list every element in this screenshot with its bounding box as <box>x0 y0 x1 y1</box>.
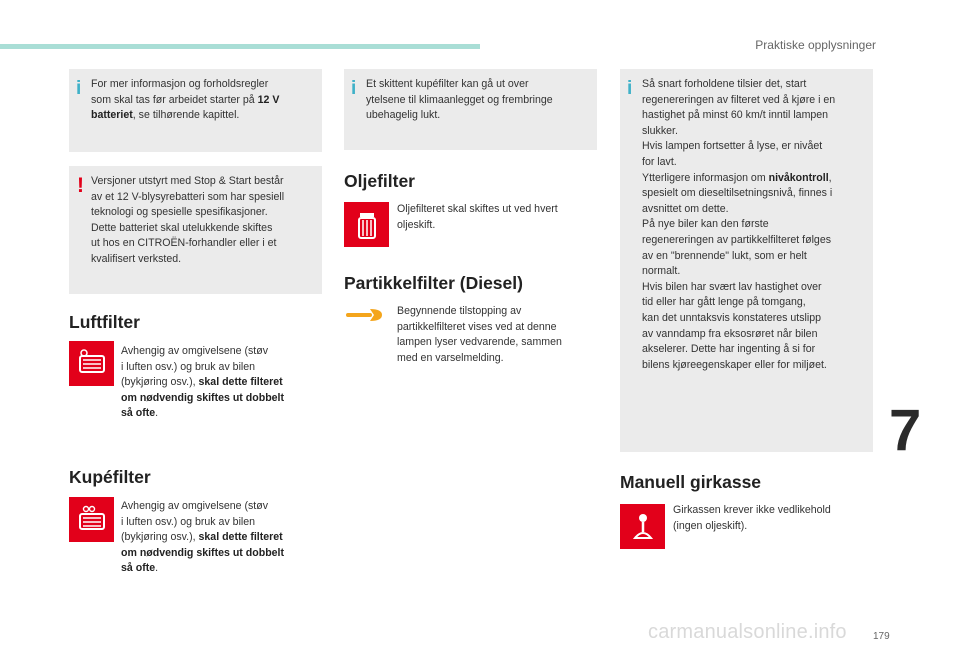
watermark: carmanualsonline.info <box>648 621 847 643</box>
heading-manuell-girkasse: Manuell girkasse <box>620 472 762 492</box>
luftfilter-text: Avhengig av omgivelsene (støv i luften osv.) og bruk av bilen (bykjøring osv.), skal dette filteret om nødvendig skiftes ut dobbelt så ofte. <box>121 345 285 420</box>
oljefilter-text: Oljefilteret skal skiftes ut ved hvert oljeskift. <box>397 203 558 231</box>
cabin-filter-icon <box>69 497 114 542</box>
info-box-battery: i For mer informasjon og forholdsregler som skal tas før arbeidet starter på 12 V batteriet, se tilhørende kapittel. <box>69 69 322 152</box>
info-icon: i <box>351 78 357 99</box>
info-box-regeneration: i Så snart forholdene tilsier det, start regenereringen av filteret ved å kjøre i en hastighet på minst 60 km/t inntil lampen slukker. Hvis lampen fortsetter å lyse, er nivået for lavt. Ytterligere informasjon om nivåkontroll, spesielt om dieseltilsetningsnivå, finnes i avsnittet om dette. På nye biler kan den første regenereringen av partikkelfilteret følges av en "brennende" lukt, som er helt normalt. Hvis bilen har svært lav hastighet over tid eller har gått lenge på tomgang, kan det unntaksvis konstateres utslipp av vanndamp fra eksosrøret når bilen akselerer. Dette har ingenting å si for bilens kjøreegenskaper eller for miljøet. <box>620 69 873 452</box>
heading-kupefilter: Kupéfilter <box>69 467 151 487</box>
heading-oljefilter: Oljefilter <box>344 171 415 191</box>
heading-partikkelfilter: Partikkelfilter (Diesel) <box>344 273 523 293</box>
kupefilter-text: Avhengig av omgivelsene (støv i luften osv.) og bruk av bilen (bykjøring osv.), skal dette filteret om nødvendig skiftes ut dobbelt så ofte. <box>121 500 285 575</box>
chapter-number: 7 <box>889 398 922 463</box>
partikkelfilter-text: Begynnende tilstopping av partikkelfilteret vises ved at denne lampen lyser vedvarende, sammen med en varselmelding. <box>397 305 562 364</box>
gear-lever-icon <box>620 504 665 549</box>
warning-icon: ! <box>77 174 84 197</box>
section-title: Praktiske opplysninger <box>755 38 876 52</box>
girkasse-text: Girkassen krever ikke vedlikehold (ingen oljeskift). <box>673 504 831 532</box>
page-number: 179 <box>873 631 890 642</box>
info-box-cabin-filter: i Et skittent kupéfilter kan gå ut over ytelsene til klimaanlegget og frembringe ubehagelig lukt. <box>344 69 597 150</box>
header-accent-bar <box>0 44 480 49</box>
wrench-icon <box>346 305 386 327</box>
warning-box-stop-start: ! Versjoner utstyrt med Stop & Start består av et 12 V-blysyrebatteri som har spesiell teknologi og spesielle spesifikasjoner. Dette batteriet skal utelukkende skiftes ut hos en CITROËN-forhandler eller i et kvalifisert verksted. <box>69 166 322 294</box>
info-icon: i <box>76 78 82 99</box>
air-filter-icon <box>69 341 114 386</box>
info-icon: i <box>627 78 633 99</box>
heading-luftfilter: Luftfilter <box>69 312 140 332</box>
oil-filter-icon <box>344 202 389 247</box>
